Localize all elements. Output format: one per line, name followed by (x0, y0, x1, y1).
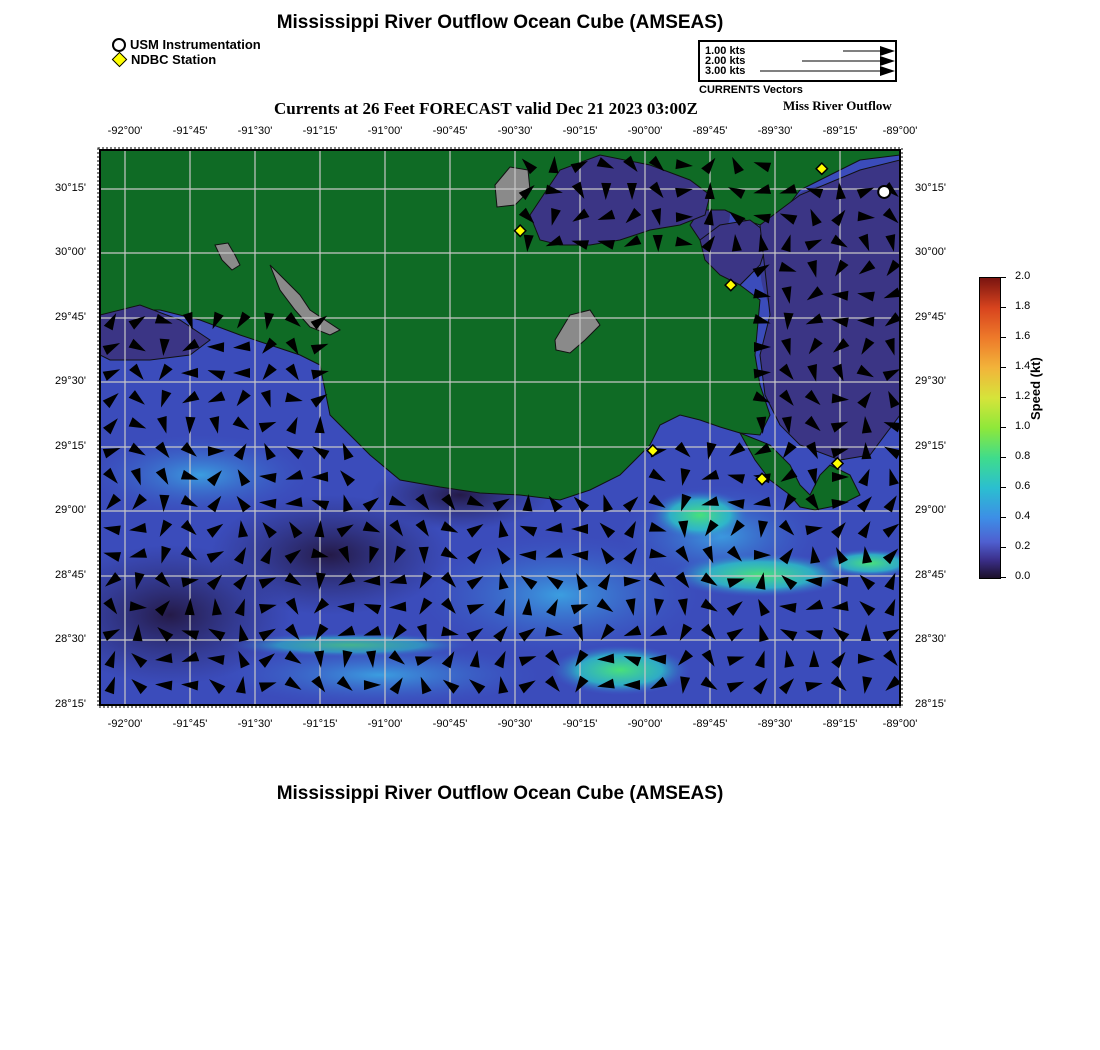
circle-icon (112, 38, 126, 52)
latitude-tick-label: 28°15' (55, 698, 86, 710)
arrow-icon (880, 56, 895, 66)
vector-legend-arrows (700, 42, 895, 80)
latitude-tick-label: 28°30' (55, 633, 86, 645)
arrow-icon (880, 46, 895, 56)
colorbar-tick-label: 0.0 (1015, 570, 1031, 582)
colorbar-tick (1000, 307, 1006, 308)
longitude-tick-label: -91°45' (172, 125, 208, 137)
latitude-tick-label: 29°15' (915, 440, 946, 452)
colorbar-tick-label: 1.6 (1015, 330, 1031, 342)
colorbar-tick (1000, 337, 1006, 338)
colorbar-tick (1000, 577, 1006, 578)
colorbar-tick-label: 2.0 (1015, 270, 1031, 282)
colorbar-tick (1000, 397, 1006, 398)
colorbar-tick (1000, 277, 1006, 278)
chart-title: Mississippi River Outflow Ocean Cube (AMSEAS) (276, 12, 724, 33)
longitude-tick-label: -91°30' (237, 718, 273, 730)
longitude-tick-label: -90°15' (562, 125, 598, 137)
region-label: Miss River Outflow (783, 98, 892, 113)
longitude-tick-label: -91°00' (367, 718, 403, 730)
colorbar-tick (1000, 427, 1006, 428)
longitude-tick-label: -89°00' (882, 125, 918, 137)
latitude-tick-label: 29°30' (55, 375, 86, 387)
longitude-tick-label: -90°15' (562, 718, 598, 730)
latitude-tick-label: 29°00' (915, 504, 946, 516)
colorbar-title: Speed (kt) (1028, 357, 1043, 420)
colorbar-tick-label: 1.0 (1015, 420, 1031, 432)
latitude-tick-label: 28°45' (55, 569, 86, 581)
colorbar-tick-label: 0.4 (1015, 510, 1031, 522)
latitude-tick-label: 30°15' (55, 182, 86, 194)
longitude-tick-label: -90°30' (497, 718, 533, 730)
speed-colorbar (979, 277, 1001, 579)
latitude-tick-label: 28°45' (915, 569, 946, 581)
colorbar-tick (1000, 547, 1006, 548)
latitude-tick-label: 29°30' (915, 375, 946, 387)
longitude-tick-label: -89°15' (822, 718, 858, 730)
legend-ndbc-label: NDBC Station (131, 52, 217, 67)
colorbar-tick (1000, 517, 1006, 518)
longitude-tick-label: -89°30' (757, 718, 793, 730)
latitude-tick-label: 29°45' (915, 311, 946, 323)
arrow-icon (880, 66, 895, 76)
colorbar-tick (1000, 487, 1006, 488)
colorbar-tick-label: 0.6 (1015, 480, 1031, 492)
colorbar-tick-label: 0.2 (1015, 540, 1031, 552)
longitude-tick-label: -91°00' (367, 125, 403, 137)
latitude-tick-label: 30°00' (915, 246, 946, 258)
legend-ndbc (112, 52, 216, 67)
longitude-tick-label: -91°45' (172, 718, 208, 730)
longitude-tick-label: -89°15' (822, 125, 858, 137)
vector-legend-label-1: 1.00 kts (705, 45, 746, 57)
longitude-tick-label: -91°30' (237, 125, 273, 137)
latitude-tick-label: 29°45' (55, 311, 86, 323)
chart-subtitle: Currents at 26 Feet FORECAST valid Dec 21 2023 03:00Z (274, 99, 698, 118)
longitude-tick-label: -90°45' (432, 125, 468, 137)
latitude-tick-label: 30°15' (915, 182, 946, 194)
latitude-tick-label: 28°15' (915, 698, 946, 710)
vector-legend-caption: CURRENTS Vectors (699, 84, 803, 96)
vector-legend-label-2: 2.00 kts (705, 55, 746, 67)
colorbar-tick-label: 1.8 (1015, 300, 1031, 312)
diamond-icon (112, 52, 128, 68)
legend-usm-label: USM Instrumentation (130, 37, 261, 52)
colorbar-tick-label: 0.8 (1015, 450, 1031, 462)
longitude-tick-label: -89°45' (692, 125, 728, 137)
latitude-tick-label: 28°30' (915, 633, 946, 645)
longitude-tick-label: -90°00' (627, 718, 663, 730)
vector-legend-label-3: 3.00 kts (705, 65, 746, 77)
longitude-tick-label: -90°45' (432, 718, 468, 730)
chart-title-bottom: Mississippi River Outflow Ocean Cube (AMSEAS) (276, 783, 724, 804)
longitude-tick-label: -90°00' (627, 125, 663, 137)
colorbar-tick (1000, 367, 1006, 368)
longitude-tick-label: -92°00' (107, 125, 143, 137)
usm-station-marker (878, 186, 890, 198)
colorbar-tick-label: 1.4 (1015, 360, 1031, 372)
longitude-tick-label: -91°15' (302, 718, 338, 730)
latitude-tick-label: 30°00' (55, 246, 86, 258)
colorbar-tick (1000, 457, 1006, 458)
longitude-tick-label: -91°15' (302, 125, 338, 137)
currents-map (0, 115, 1000, 725)
latitude-tick-label: 29°15' (55, 440, 86, 452)
legend-usm (112, 37, 261, 52)
longitude-tick-label: -90°30' (497, 125, 533, 137)
colorbar-tick-label: 1.2 (1015, 390, 1031, 402)
longitude-tick-label: -89°00' (882, 718, 918, 730)
longitude-tick-label: -89°30' (757, 125, 793, 137)
longitude-tick-label: -92°00' (107, 718, 143, 730)
latitude-tick-label: 29°00' (55, 504, 86, 516)
longitude-tick-label: -89°45' (692, 718, 728, 730)
vector-legend-box (698, 40, 897, 82)
